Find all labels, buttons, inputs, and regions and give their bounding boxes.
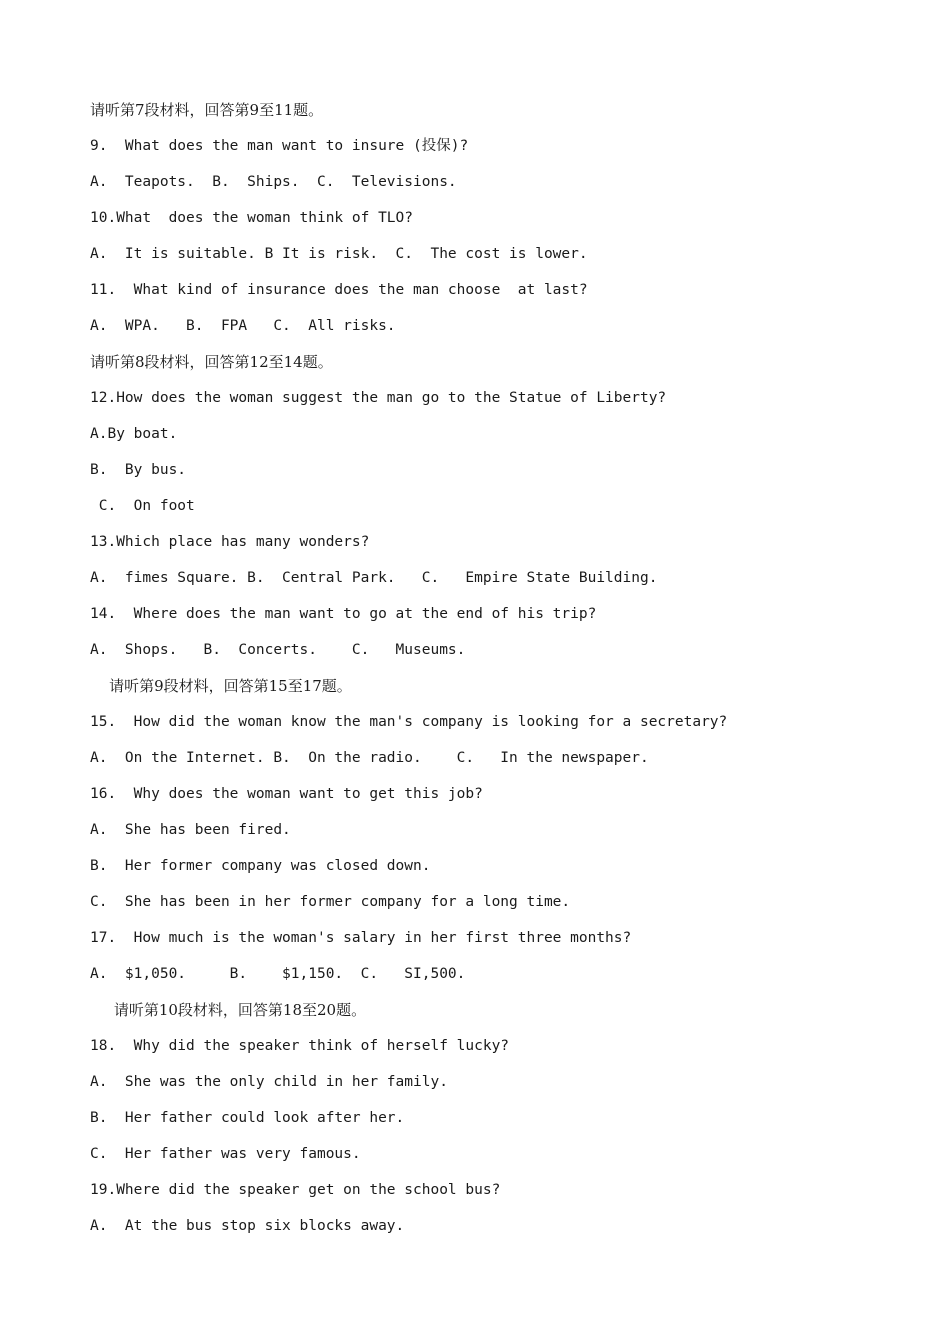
option-18-b: B. Her father could look after her. [90,1110,405,1126]
option-12-c: C. On foot [90,498,195,514]
options-10: A. It is suitable. B It is risk. C. The cost is lower. [90,246,588,262]
options-14: A. Shops. B. Concerts. C. Museums. [90,642,466,658]
question-14: 14. Where does the man want to go at the end of his trip? [90,606,597,622]
option-12-b: B. By bus. [90,462,187,478]
question-9: 9. What does the man want to insure (投保)? [90,138,469,154]
question-15: 15. How did the woman know the man's company is looking for a secretary? [90,714,728,730]
option-16-a: A. She has been fired. [90,822,291,838]
section-heading-9: 请听第9段材料，回答第15至17题。 [90,677,352,695]
question-17: 17. How much is the woman's salary in her first three months? [90,930,632,946]
option-19-a: A. At the bus stop six blocks away. [90,1218,405,1234]
option-16-c: C. She has been in her former company for a long time. [90,894,571,910]
question-19: 19.Where did the speaker get on the school bus? [90,1182,501,1198]
options-9: A. Teapots. B. Ships. C. Televisions. [90,174,457,190]
question-13: 13.Which place has many wonders? [90,534,370,550]
options-13: A. fimes Square. B. Central Park. C. Empire State Building. [90,570,658,586]
option-12-a: A.By boat. [90,426,178,442]
options-11: A. WPA. B. FPA C. All risks. [90,318,396,334]
option-16-b: B. Her former company was closed down. [90,858,431,874]
section-heading-10: 请听第10段材料，回答第18至20题。 [90,1001,367,1019]
options-17: A. $1,050. B. $1,150. C. SI,500. [90,966,466,982]
option-18-a: A. She was the only child in her family. [90,1074,448,1090]
option-18-c: C. Her father was very famous. [90,1146,361,1162]
question-16: 16. Why does the woman want to get this job? [90,786,483,802]
question-10: 10.What does the woman think of TLO? [90,210,414,226]
question-12: 12.How does the woman suggest the man go to the Statue of Liberty? [90,390,667,406]
question-11: 11. What kind of insurance does the man choose at last? [90,282,588,298]
options-15: A. On the Internet. B. On the radio. C. In the newspaper. [90,750,649,766]
section-heading-8: 请听第8段材料，回答第12至14题。 [90,353,333,371]
question-18: 18. Why did the speaker think of herself lucky? [90,1038,510,1054]
section-heading-7: 请听第7段材料，回答第9至11题。 [90,101,324,119]
